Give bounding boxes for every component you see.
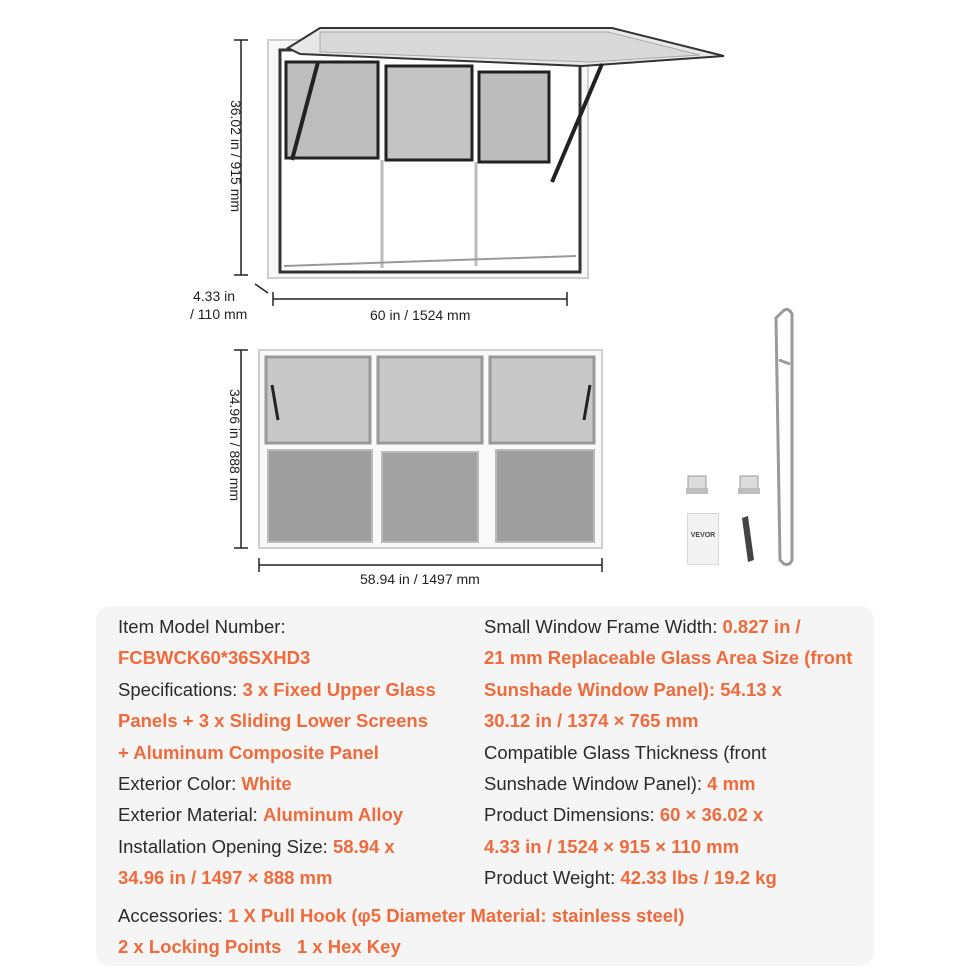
spec-right-column — [484, 611, 864, 894]
glass-row: Compatible Glass Thickness (front — [484, 741, 767, 763]
material-row: Exterior Material: Aluminum Alloy — [118, 804, 404, 826]
accessories-row: Accessories: 1 X Pull Hook (φ5 Diameter Material: stainless steel) — [118, 905, 685, 926]
bottom-window-drawing — [234, 350, 602, 572]
bottom-width-label: 58.94 in / 1497 mm — [360, 571, 480, 587]
frame-row-4: 30.12 in / 1374 × 765 mm — [484, 710, 699, 732]
spec-row-2: Panels + 3 x Sliding Lower Screens — [118, 710, 429, 732]
frame-row-2: 21 mm Replaceable Glass Area Size (front — [484, 647, 853, 669]
top-width-label: 60 in / 1524 mm — [370, 307, 471, 323]
spec-left-column — [118, 611, 468, 894]
opening-row-2: 34.96 in / 1497 × 888 mm — [118, 867, 333, 889]
dims-row-2: 4.33 in / 1524 × 915 × 110 mm — [484, 835, 740, 857]
weight-row: Product Weight: 42.33 lbs / 19.2 kg — [484, 867, 777, 889]
top-depth-label-2: / 110 mm — [190, 306, 248, 322]
glass-row-2: Sunshade Window Panel): 4 mm — [484, 773, 756, 795]
accessories-row-2: 2 x Locking Points 1 x Hex Key — [118, 936, 401, 957]
opening-row: Installation Opening Size: 58.94 x — [118, 835, 395, 857]
vevor-manual-card — [687, 513, 719, 565]
top-depth-label-1: 4.33 in — [193, 288, 236, 304]
model-row: Item Model Number: — [118, 616, 286, 637]
dims-row: Product Dimensions: 60 × 36.02 x — [484, 804, 764, 826]
model-value-row: FCBWCK60*36SXHD3 — [118, 647, 311, 669]
top-window-drawing — [234, 28, 724, 306]
frame-row: Small Window Frame Width: 0.827 in / — [484, 616, 801, 637]
top-height-label: 36.02 in / 915 mm — [228, 99, 244, 213]
frame-row-3: Sunshade Window Panel): 54.13 x — [484, 678, 782, 700]
vevor-brand-text: VEVOR — [690, 532, 716, 539]
spec-row-3: + Aluminum Composite Panel — [118, 741, 379, 763]
color-row: Exterior Color: White — [118, 773, 292, 795]
spec-row: Specifications: 3 x Fixed Upper Glass — [118, 678, 436, 700]
bottom-height-label: 34.96 in / 888 mm — [227, 388, 243, 502]
